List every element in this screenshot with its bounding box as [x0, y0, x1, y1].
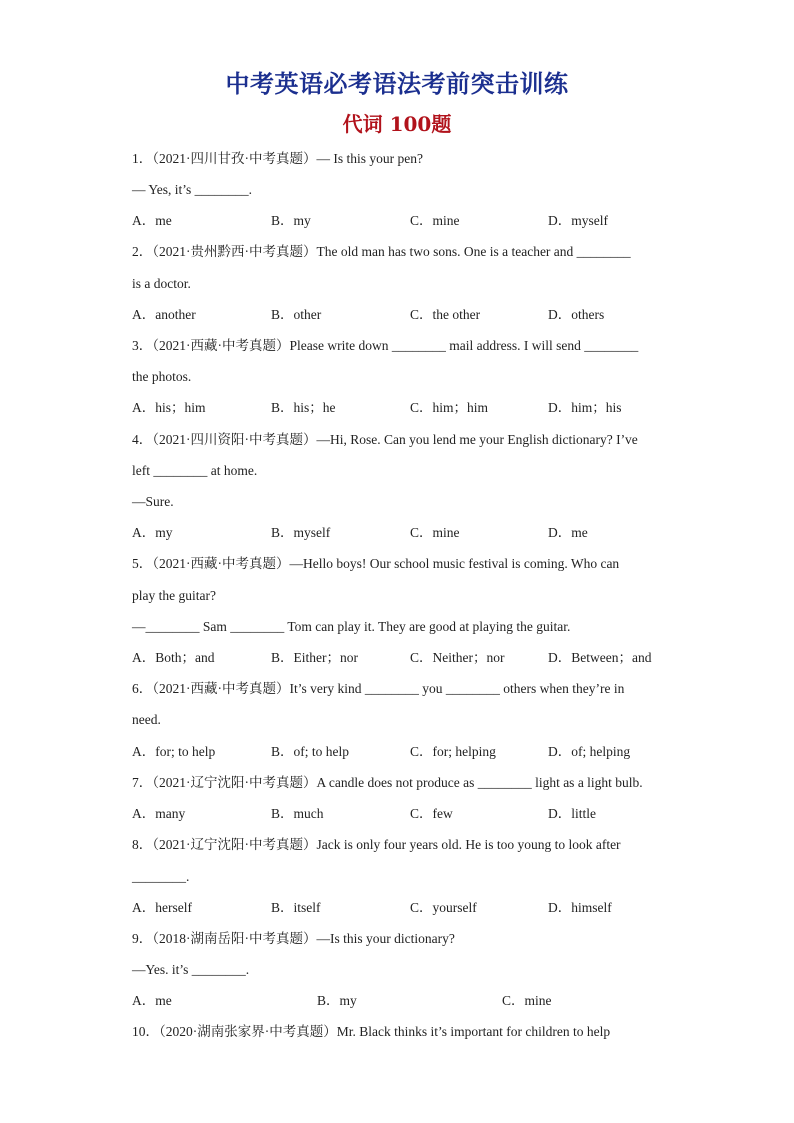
question-8-option-c: C．yourself — [410, 900, 477, 915]
question-2-option-d: D．others — [548, 307, 605, 322]
question-4-option-a: A．my — [132, 525, 173, 540]
question-1-line-1: 1．（2021·四川甘孜·中考真题）— Is this your pen? — [132, 151, 423, 166]
question-4-line-1: 4．（2021·四川资阳·中考真题）—Hi, Rose. Can you lend me your English dictionary? I’ve — [132, 432, 638, 447]
question-5-line-1: 5．（2021·西藏·中考真题）—Hello boys! Our school music festival is coming. Who can — [132, 556, 620, 571]
page-subtitle: 代词 100题 — [342, 112, 452, 136]
question-4-option-b: B．myself — [271, 525, 331, 540]
question-6-line-1: 6．（2021·西藏·中考真题）It’s very kind ________ you ________ others when they’re in — [132, 681, 625, 696]
question-5-option-d: D．Between；and — [548, 650, 652, 665]
question-7-option-b: B．much — [271, 806, 324, 821]
question-7-option-d: D．little — [548, 806, 596, 821]
question-9-option-c: C．mine — [502, 993, 552, 1008]
question-9-option-b: B．my — [317, 993, 357, 1008]
question-5-option-c: C．Neither；nor — [410, 650, 505, 665]
question-2-option-c: C．the other — [410, 307, 481, 322]
question-4-option-c: C．mine — [410, 525, 460, 540]
question-5-line-2: play the guitar? — [132, 588, 216, 603]
question-5-option-a: A．Both；and — [132, 650, 215, 665]
question-8-line-1: 8．（2021·辽宁沈阳·中考真题）Jack is only four years old. He is too young to look after — [132, 837, 621, 852]
question-1-option-b: B．my — [271, 213, 311, 228]
question-1-option-a: A．me — [132, 213, 172, 228]
question-10-line-1: 10．（2020·湖南张家界·中考真题）Mr. Black thinks it’s important for children to help — [132, 1024, 611, 1039]
question-3-option-c: C．him；him — [410, 400, 489, 415]
question-8-option-b: B．itself — [271, 900, 321, 915]
question-7-line-1: 7．（2021·辽宁沈阳·中考真题）A candle does not produce as ________ light as a light bulb. — [132, 775, 643, 790]
question-1-option-d: D．myself — [548, 213, 608, 228]
question-1-line-2: — Yes, it’s ________. — [132, 182, 253, 197]
question-3-line-2: the photos. — [132, 369, 192, 384]
question-4-line-2: left ________ at home. — [132, 463, 258, 478]
question-6-option-d: D．of; helping — [548, 744, 631, 759]
question-8-line-2: ________. — [132, 869, 190, 884]
question-2-option-a: A．another — [132, 307, 196, 322]
question-6-line-2: need. — [132, 712, 161, 727]
question-9-line-1: 9．（2018·湖南岳阳·中考真题）—Is this your dictionary? — [132, 931, 455, 946]
question-9-line-2: —Yes. it’s ________. — [132, 962, 250, 977]
question-4-line-3: —Sure. — [132, 494, 174, 509]
question-9-option-a: A．me — [132, 993, 172, 1008]
question-8-option-d: D．himself — [548, 900, 612, 915]
page-title: 中考英语必考语法考前突击训练 — [225, 69, 569, 98]
question-6-option-c: C．for; helping — [410, 744, 496, 759]
question-4-option-d: D．me — [548, 525, 588, 540]
question-3-option-a: A．his；him — [132, 400, 206, 415]
question-2-line-1: 2．（2021·贵州黔西·中考真题）The old man has two sons. One is a teacher and ________ — [132, 244, 631, 259]
question-7-option-c: C．few — [410, 806, 453, 821]
question-7-option-a: A．many — [132, 806, 186, 821]
question-3-option-d: D．him；his — [548, 400, 622, 415]
question-5-line-3: —________ Sam ________ Tom can play it. They are good at playing the guitar. — [132, 619, 571, 634]
question-6-option-b: B．of; to help — [271, 744, 349, 759]
question-3-line-1: 3．（2021·西藏·中考真题）Please write down ________ mail address. I will send ________ — [132, 338, 639, 353]
question-1-option-c: C．mine — [410, 213, 460, 228]
question-2-option-b: B．other — [271, 307, 322, 322]
question-2-line-2: is a doctor. — [132, 276, 191, 291]
question-6-option-a: A．for; to help — [132, 744, 216, 759]
question-3-option-b: B．his；he — [271, 400, 336, 415]
question-5-option-b: B．Either；nor — [271, 650, 358, 665]
question-8-option-a: A．herself — [132, 900, 192, 915]
